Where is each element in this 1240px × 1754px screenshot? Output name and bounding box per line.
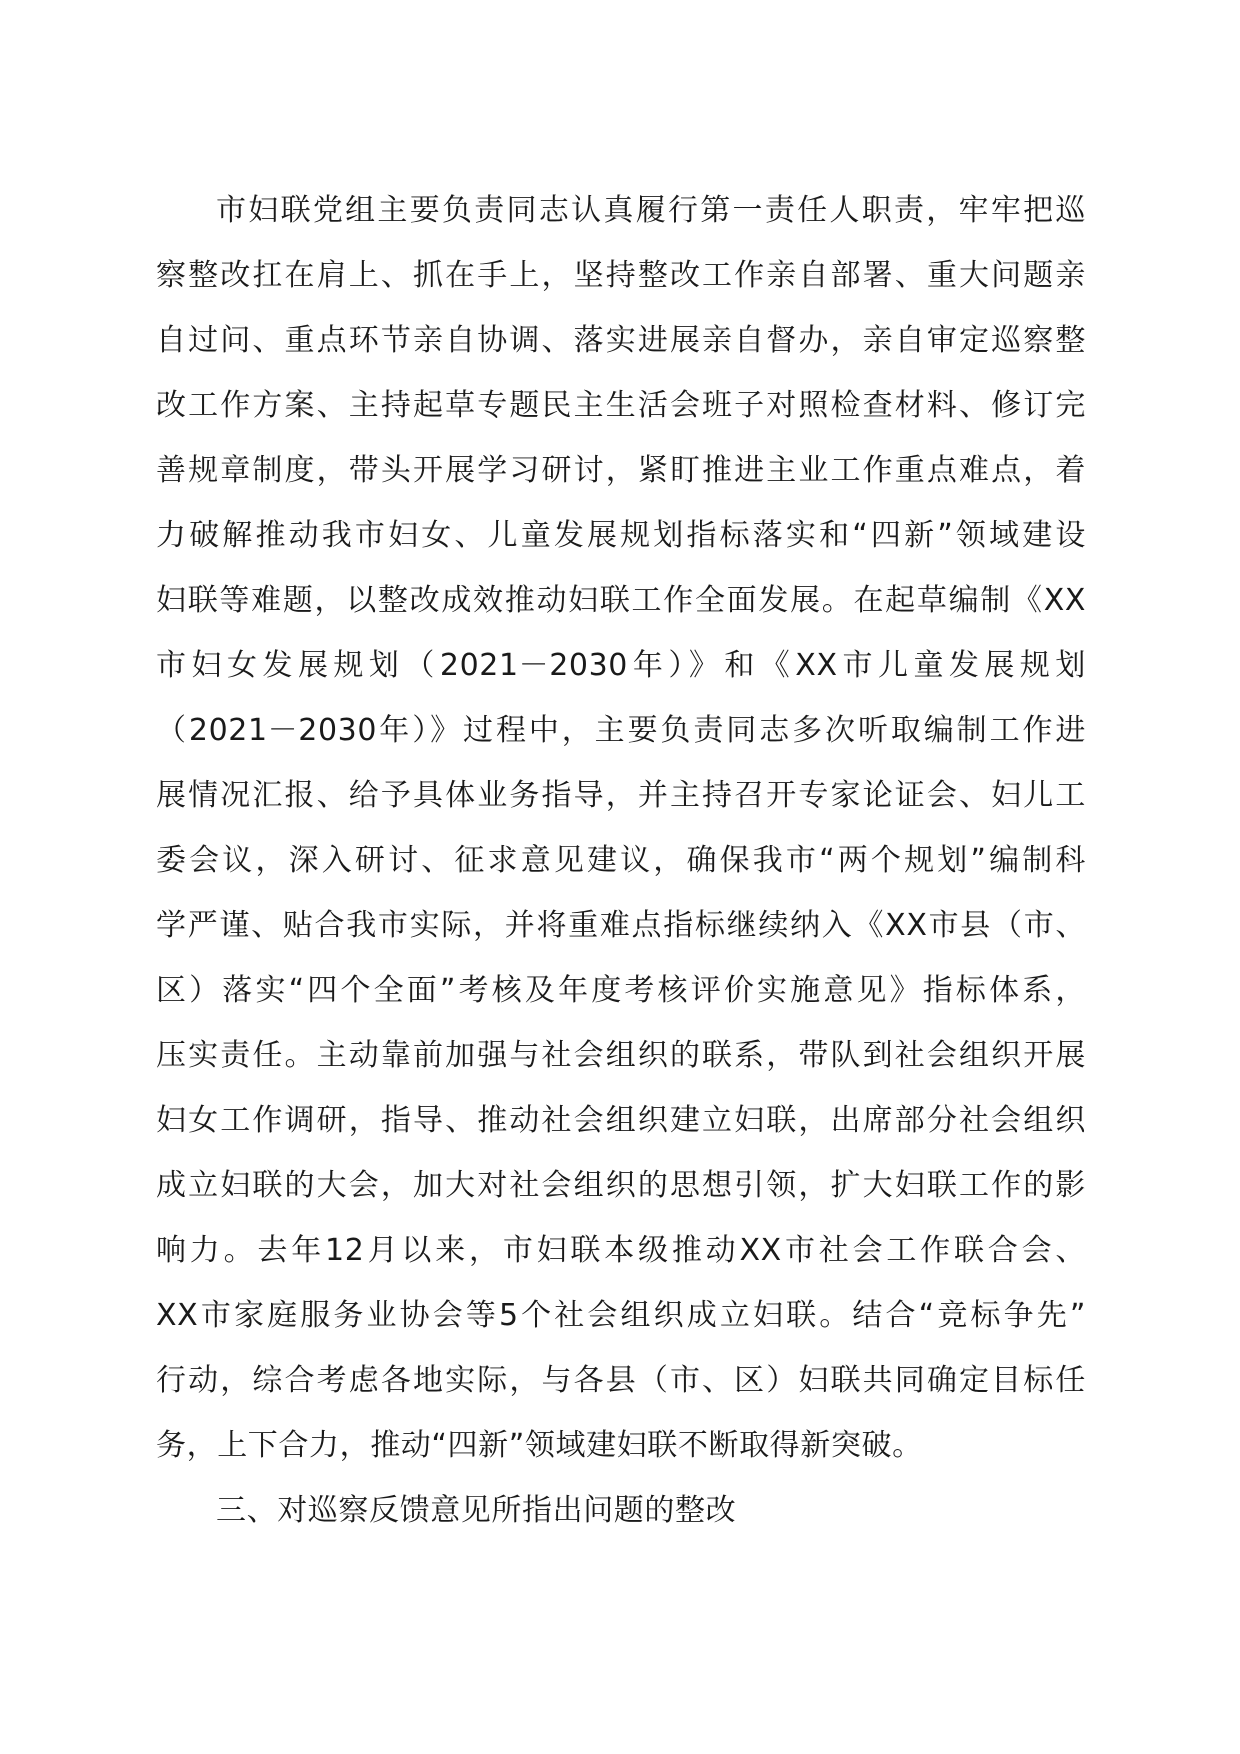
paragraph-line: 区）落实“四个全面”考核及年度考核评价实施意见》指标体系， [156,973,1086,1008]
paragraph-line: 妇联等难题，以整改成效推动妇联工作全面发展。在起草编制《XX [156,583,1086,618]
section-heading: 三、对巡察反馈意见所指出问题的整改 [216,1493,737,1528]
paragraph-line: （2021－2030年）》过程中，主要负责同志多次听取编制工作进 [156,713,1086,748]
document-body [156,178,1086,1543]
paragraph-line: 展情况汇报、给予具体业务指导，并主持召开专家论证会、妇儿工 [156,778,1086,813]
paragraph-line: 力破解推动我市妇女、儿童发展规划指标落实和“四新”领域建设 [156,518,1086,553]
paragraph-line: XX市家庭服务业协会等5个社会组织成立妇联。结合“竞标争先” [156,1298,1086,1333]
paragraph-line: 成立妇联的大会，加大对社会组织的思想引领，扩大妇联工作的影 [156,1168,1086,1203]
paragraph-line: 响力。去年12月以来，市妇联本级推动XX市社会工作联合会、 [156,1233,1086,1268]
paragraph-line: 市妇联党组主要负责同志认真履行第一责任人职责，牢牢把巡 [216,193,1086,228]
paragraph-line: 自过问、重点环节亲自协调、落实进展亲自督办，亲自审定巡察整 [156,323,1086,358]
paragraph-line: 改工作方案、主持起草专题民主生活会班子对照检查材料、修订完 [156,388,1086,423]
paragraph-line: 务，上下合力，推动“四新”领域建妇联不断取得新突破。 [156,1428,923,1463]
paragraph-line: 压实责任。主动靠前加强与社会组织的联系，带队到社会组织开展 [156,1038,1086,1073]
paragraph-line: 行动，综合考虑各地实际，与各县（市、区）妇联共同确定目标任 [156,1363,1086,1398]
paragraph-line: 察整改扛在肩上、抓在手上，坚持整改工作亲自部署、重大问题亲 [156,258,1086,293]
paragraph-line: 善规章制度，带头开展学习研讨，紧盯推进主业工作重点难点，着 [156,453,1086,488]
paragraph-line: 学严谨、贴合我市实际，并将重难点指标继续纳入《XX市县（市、 [156,908,1086,943]
paragraph-line: 委会议，深入研讨、征求意见建议，确保我市“两个规划”编制科 [156,843,1086,878]
paragraph-line: 市妇女发展规划（2021－2030年）》和《XX市儿童发展规划 [156,648,1086,683]
paragraph-line: 妇女工作调研，指导、推动社会组织建立妇联，出席部分社会组织 [156,1103,1086,1138]
